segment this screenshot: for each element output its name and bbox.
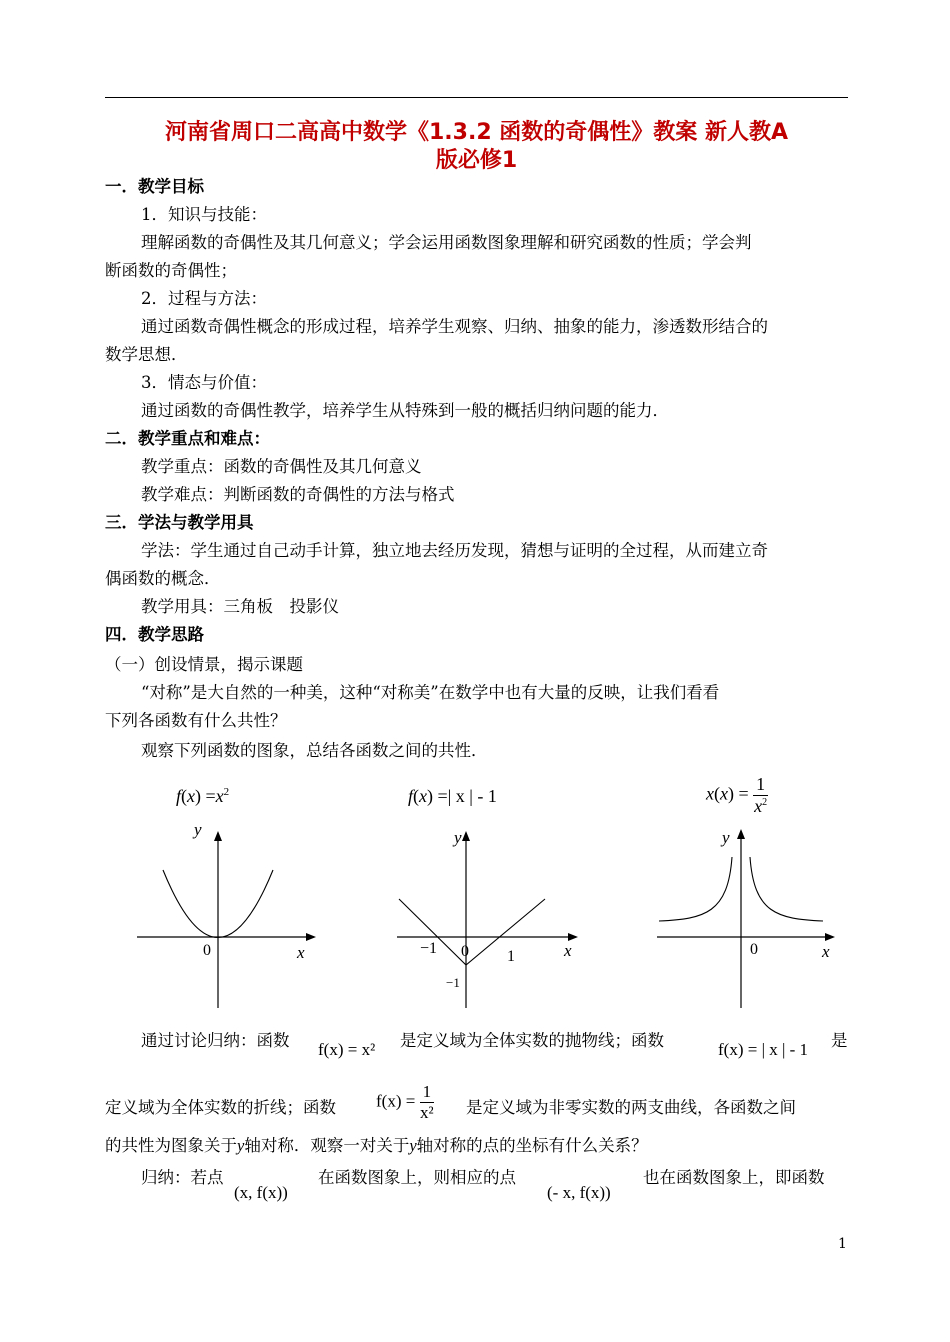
intro-line-1: “对称”是大自然的一种美，这种“对称美”在数学中也有大量的反映，让我们看看 bbox=[141, 683, 720, 702]
graph-1-formula: $f(x) =x^2$ bbox=[176, 786, 230, 806]
point-x-fx: (x, f(x)) bbox=[234, 1183, 288, 1202]
graph-1-parabola bbox=[130, 815, 330, 1015]
svg-text:y: y bbox=[454, 828, 462, 847]
section-4-heading: 四．教学思路 bbox=[105, 625, 204, 644]
inline-formula-3: f(x) = $\frac{1}{\text{x²}}$ bbox=[376, 1082, 434, 1122]
emotion-label: 3．情态与价值： bbox=[141, 373, 267, 392]
method-line-2: 偶函数的概念． bbox=[105, 569, 221, 588]
inline-formula-1: f(x) = x² bbox=[318, 1040, 376, 1059]
svg-text:x: x bbox=[564, 941, 572, 960]
svg-text:x: x bbox=[297, 943, 305, 962]
knowledge-line-1: 理解函数的奇偶性及其几何意义；学会运用函数图象理解和研究函数的性质；学会判 bbox=[141, 233, 752, 252]
summary-part-d: 定义域为全体实数的折线；函数 bbox=[105, 1098, 336, 1117]
observe-line: 观察下列函数的图象，总结各函数之间的共性． bbox=[141, 741, 488, 760]
graph-3-formula: x(x) = $\frac{1}{x^2}$ bbox=[706, 774, 768, 816]
process-line-2: 数学思想． bbox=[105, 345, 188, 364]
svg-text:−1: −1 bbox=[420, 940, 438, 957]
svg-text:1: 1 bbox=[507, 948, 515, 965]
svg-text:0: 0 bbox=[203, 942, 211, 959]
induce-part-a: 归纳：若点 bbox=[141, 1168, 224, 1187]
section-2-heading: 二．教学重点和难点： bbox=[105, 429, 270, 448]
inline-formula-2: f(x) = | x | - 1 bbox=[718, 1040, 809, 1059]
svg-text:y: y bbox=[194, 820, 202, 839]
title-line-2: 版必修1 bbox=[435, 148, 518, 173]
process-line-1: 通过函数奇偶性概念的形成过程，培养学生观察、归纳、抽象的能力，渗透数形结合的 bbox=[141, 317, 768, 336]
section-3-heading: 三．学法与教学用具 bbox=[105, 513, 254, 532]
svg-text:0: 0 bbox=[750, 941, 758, 958]
graph-2-formula: f(x) =| x | - 1 bbox=[408, 786, 497, 806]
process-label: 2．过程与方法： bbox=[141, 289, 267, 308]
summary-line-3: 的共性为图象关于y轴对称．观察一对关于y轴对称的点的坐标有什么关系？ bbox=[105, 1136, 648, 1155]
difficult-point: 教学难点：判断函数的奇偶性的方法与格式 bbox=[141, 485, 455, 504]
svg-text:−1: −1 bbox=[446, 975, 460, 990]
subsection-1: （一）创设情景，揭示课题 bbox=[105, 655, 303, 674]
method-line-1: 学法：学生通过自己动手计算，独立地去经历发现，猜想与证明的全过程，从而建立奇 bbox=[141, 541, 768, 560]
page-number: 1 bbox=[838, 1236, 847, 1252]
svg-text:x: x bbox=[822, 942, 830, 961]
induce-part-b: 在函数图象上，则相应的点 bbox=[318, 1168, 516, 1187]
summary-part-b: 是定义域为全体实数的抛物线；函数 bbox=[400, 1031, 664, 1050]
summary-part-c: 是 bbox=[831, 1031, 848, 1050]
section-1-heading: 一．教学目标 bbox=[105, 177, 204, 196]
point-negx-fx: (- x, f(x)) bbox=[547, 1183, 611, 1202]
knowledge-line-2: 断函数的奇偶性； bbox=[105, 261, 237, 280]
title-line-1: 河南省周口二高高中数学《1.3.2 函数的奇偶性》教案 新人教A bbox=[165, 120, 788, 145]
summary-part-e: 是定义域为非零实数的两支曲线，各函数之间 bbox=[466, 1098, 796, 1117]
header-rule bbox=[105, 97, 848, 98]
svg-text:y: y bbox=[722, 828, 730, 847]
tools-line: 教学用具：三角板 投影仪 bbox=[141, 597, 339, 616]
svg-text:0: 0 bbox=[461, 943, 469, 960]
induce-part-c: 也在函数图象上，即函数 bbox=[643, 1168, 825, 1187]
graph-3-reciprocal-square bbox=[650, 815, 850, 1015]
intro-line-2: 下列各函数有什么共性？ bbox=[105, 711, 287, 730]
key-point: 教学重点：函数的奇偶性及其几何意义 bbox=[141, 457, 422, 476]
graph-2-v-shape bbox=[390, 815, 590, 1015]
knowledge-label: 1．知识与技能： bbox=[141, 205, 267, 224]
emotion-line-1: 通过函数的奇偶性教学，培养学生从特殊到一般的概括归纳问题的能力． bbox=[141, 401, 669, 420]
summary-part-a: 通过讨论归纳：函数 bbox=[141, 1031, 290, 1050]
